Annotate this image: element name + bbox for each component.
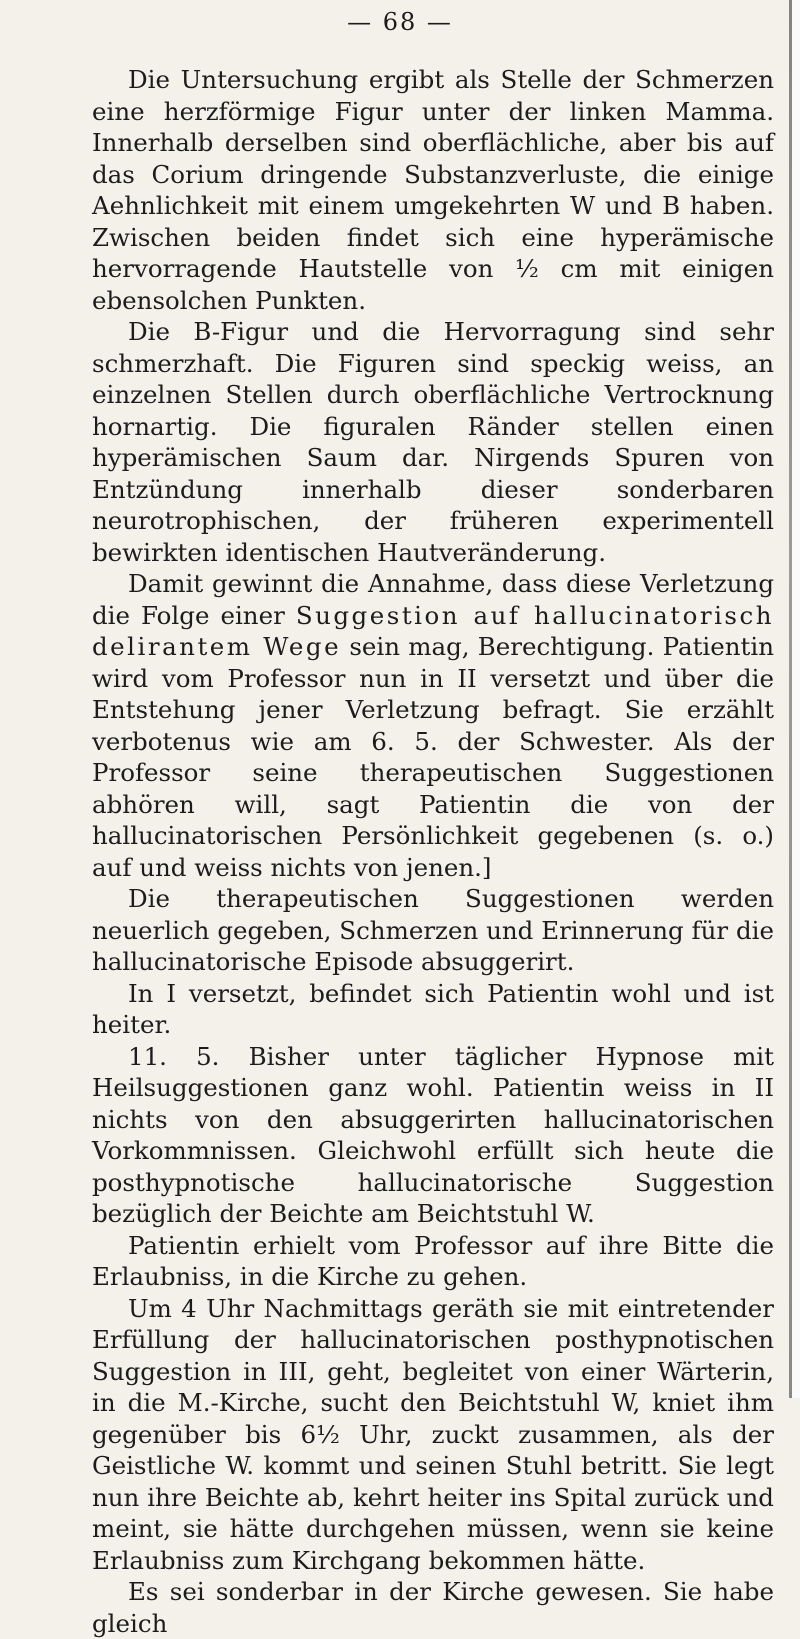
paragraph: [92, 568, 774, 883]
page-margin: [792, 0, 800, 1398]
paragraph: Die therapeutischen Suggestionen werden neuerlich gegeben, Schmerzen und Erinnerung für die hallucinatorische Episode absuggerirt.: [92, 884, 774, 976]
paragraph: 11. 5. Bisher unter täglicher Hypnose mit Heilsuggestionen ganz wohl. Patientin weiss in II nichts von den absuggerirten hallucinatorischen Vorkommnissen. Gleichwohl erfüllt sich heute die posthypnotische hallucinatorische Suggestion bezüglich der Beichte am Beichtstuhl W.: [92, 1041, 774, 1228]
paragraph: Die B-Figur und die Hervorragung sind sehr schmerzhaft. Die Figuren sind speckig weiss, an einzelnen Stellen durch oberflächliche Vertrocknung hornartig. Die figuralen Ränder stellen einen hyperämischen Saum dar. Nirgends Spuren von Entzündung innerhalb dieser sonderbaren neurotrophischen, der früheren experimentell bewirkten identischen Hautveränderung.: [92, 317, 774, 567]
paragraph: Die Untersuchung ergibt als Stelle der Schmerzen eine herzförmige Figur unter der linken Mamma. Innerhalb derselben sind oberflächliche, aber bis auf das Corium dringende Substanzverluste, die einige Aehnlichkeit mit einem umgekehrten W und B haben. Zwischen beiden findet sich eine hyperämische hervorragende Hautstelle von ½ cm mit einigen ebensolchen Punkten.: [92, 65, 774, 315]
paragraph: Es sei sonderbar in der Kirche gewesen. Sie habe gleich: [92, 1577, 774, 1638]
paragraph: Um 4 Uhr Nachmittags geräth sie mit eintretender Erfüllung der hallucinatorischen posthypnotischen Suggestion in III, geht, begleitet von einer Wärterin, in die M.-Kirche, sucht den Beichtstuhl W, kniet ihm gegenüber bis 6½ Uhr, zuckt zusammen, als der Geistliche W. kommt und seinen Stuhl betritt. Sie legt nun ihre Beichte ab, kehrt heiter ins Spital zurück und meint, sie hätte durchgehen müssen, wenn sie keine Erlaubniss zum Kirchgang bekommen hätte.: [92, 1293, 774, 1575]
page-number: — 68 —: [347, 8, 453, 36]
paragraph: Patientin erhielt vom Professor auf ihre Bitte die Erlaubniss, in die Kirche zu gehen.: [92, 1230, 774, 1291]
paragraph-text: sein mag, Berechtigung. Patientin wird vom Professor nun in II versetzt und über die Entstehung jener Verletzung befragt. Sie erzählt verbotenus wie am 6. 5. der Schwester. Als der Professor seine therapeutischen Suggestionen abhören will, sagt Patientin die von der hallucinatorischen Persönlichkeit gegebenen (s. o.) auf und weiss nichts von jenen.]: [92, 632, 774, 882]
body-text: [92, 64, 774, 1639]
paragraph: In I versetzt, befindet sich Patientin wohl und ist heiter.: [92, 978, 774, 1039]
emphasized-text: Suggestion auf hallucinatorisch delirantem Wege: [92, 600, 774, 661]
paragraph-text: Damit gewinnt die Annahme, dass diese Verletzung die Folge einer: [92, 569, 774, 630]
